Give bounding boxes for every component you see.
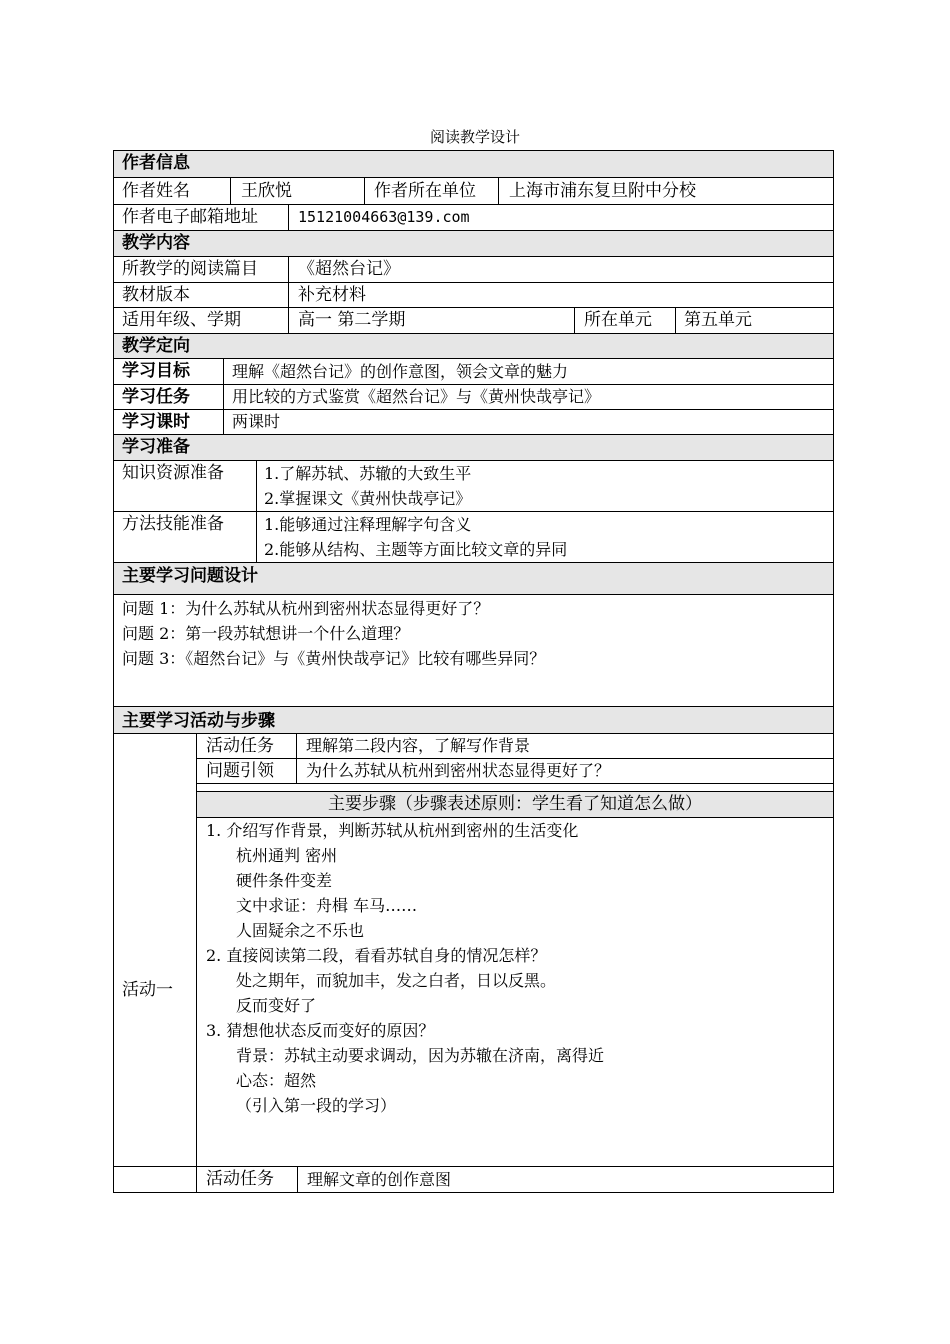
unit-value: 第五单元 (684, 310, 752, 330)
text-title-label: 所教学的阅读篇目 (122, 259, 258, 279)
section-orientation-heading: 教学定向 (114, 334, 833, 358)
step-line: 1. 介绍写作背景，判断苏轼从杭州到密州的生活变化 (206, 821, 579, 840)
hours-label: 学习课时 (122, 412, 190, 432)
section-prep-heading: 学习准备 (114, 435, 833, 460)
question-item: 问题 3：《超然台记》与《黄州快哉亭记》比较有哪些异同？ (122, 649, 546, 668)
document-title: 阅读教学设计 (429, 128, 520, 146)
section-questions-heading: 主要学习问题设计 (114, 563, 833, 594)
knowledge-item: 2.掌握课文《黄州快哉亭记》 (264, 489, 472, 508)
step-line: 处之期年，而貌加丰，发之白者，日以反黑。 (236, 971, 557, 990)
author-unit-value: 上海市浦东复旦附中分校 (509, 181, 696, 201)
step-line: 人固疑余之不乐也 (236, 921, 365, 940)
method-item: 2.能够从结构、主题等方面比较文章的异同 (264, 540, 568, 559)
section-content-heading: 教学内容 (114, 231, 833, 256)
goal-value: 理解《超然台记》的创作意图，领会文章的魅力 (232, 362, 569, 381)
text-title-value: 《超然台记》 (298, 259, 400, 279)
question-item: 问题 1：为什么苏轼从杭州到密州状态显得更好了？ (122, 599, 490, 618)
unit-label: 所在单元 (584, 310, 652, 330)
goal-label: 学习目标 (122, 361, 190, 381)
author-email-value: 15121004663@139.com (298, 208, 470, 226)
author-name-value: 王欣悦 (241, 181, 292, 201)
author-unit-label: 作者所在单位 (374, 181, 476, 201)
grade-value: 高一 第二学期 (298, 310, 406, 330)
step-line: （引入第一段的学习） (236, 1096, 397, 1115)
step-line: 2. 直接阅读第二段，看看苏轼自身的情况怎样？ (206, 946, 547, 965)
section-author-heading: 作者信息 (114, 151, 833, 177)
activity1-name: 活动一 (122, 980, 173, 1000)
step-line: 反而变好了 (236, 996, 317, 1015)
knowledge-label: 知识资源准备 (122, 463, 224, 483)
author-name-label: 作者姓名 (122, 181, 190, 201)
hours-value: 两课时 (232, 412, 281, 431)
section-activities-heading: 主要学习活动与步骤 (114, 707, 833, 733)
question-item: 问题 2：第一段苏轼想讲一个什么道理？ (122, 624, 410, 643)
steps-heading: 主要步骤（步骤表述原则：学生看了知道怎么做） (328, 794, 702, 814)
step-line: 文中求证：舟楫 车马…… (236, 896, 418, 915)
activity1-guide-value: 为什么苏轼从杭州到密州状态显得更好了？ (306, 761, 611, 780)
task-value: 用比较的方式鉴赏《超然台记》与《黄州快哉亭记》 (232, 387, 601, 406)
step-line: 杭州通判 密州 (236, 846, 338, 865)
step-line: 心态：超然 (236, 1071, 317, 1090)
method-label: 方法技能准备 (122, 514, 224, 534)
method-item: 1.能够通过注释理解字句含义 (264, 515, 472, 534)
knowledge-item: 1.了解苏轼、苏辙的大致生平 (264, 464, 472, 483)
activity1-guide-label: 问题引领 (206, 761, 274, 781)
grade-label: 适用年级、学期 (122, 310, 241, 330)
activity1-task-value: 理解第二段内容，了解写作背景 (306, 736, 531, 755)
activity1-task-label: 活动任务 (206, 736, 274, 756)
edition-value: 补充材料 (298, 285, 366, 305)
author-email-label: 作者电子邮箱地址 (122, 207, 258, 227)
activity2-task-value: 理解文章的创作意图 (307, 1170, 452, 1189)
step-line: 硬件条件变差 (236, 871, 333, 890)
task-label: 学习任务 (122, 387, 190, 407)
activity2-task-label: 活动任务 (206, 1169, 274, 1189)
edition-label: 教材版本 (122, 285, 190, 305)
step-line: 3. 猜想他状态反而变好的原因？ (206, 1021, 435, 1040)
step-line: 背景：苏轼主动要求调动，因为苏辙在济南，离得近 (236, 1046, 605, 1065)
